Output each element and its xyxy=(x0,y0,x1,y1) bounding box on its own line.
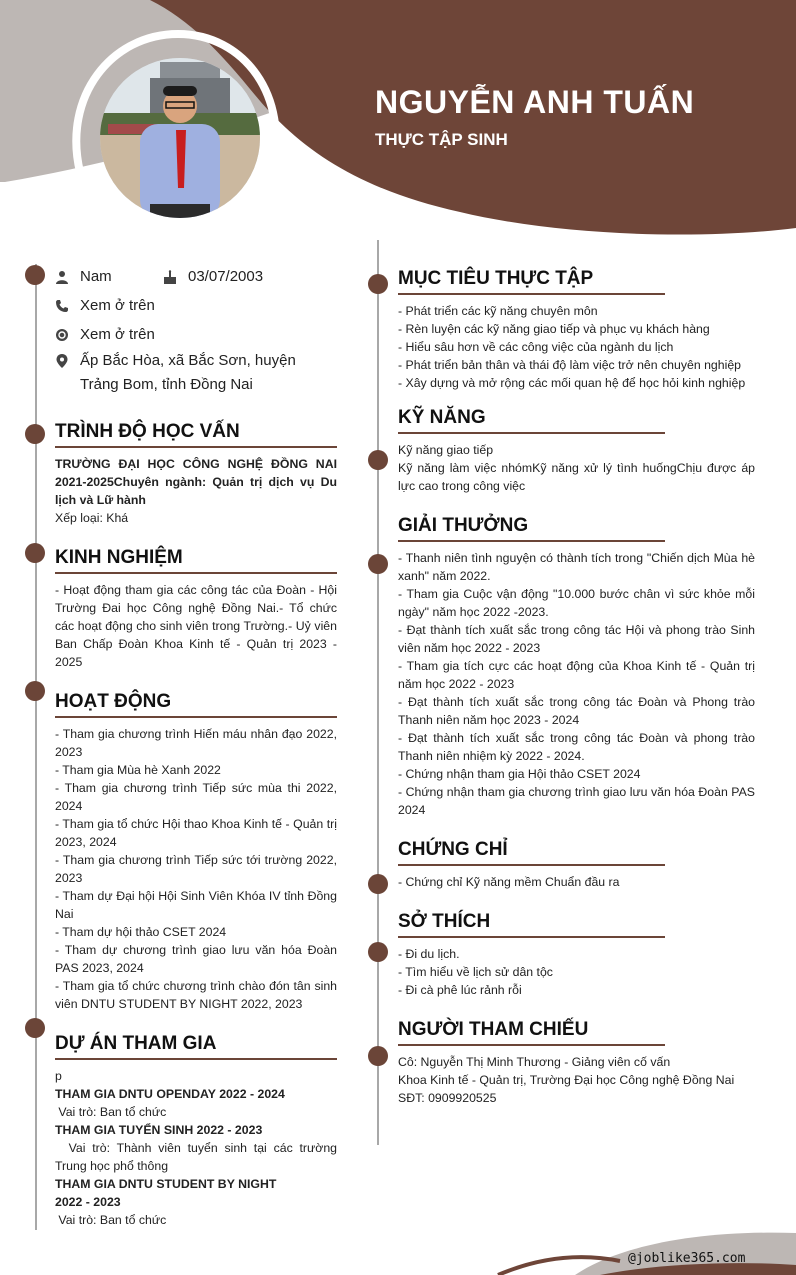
list-item: - Đạt thành tích xuất sắc trong công tác Đoàn và phong trào Thanh niên nhiệm kỳ 2022 - 2024. xyxy=(398,731,755,763)
section-title: KINH NGHIỆM xyxy=(55,547,337,574)
education-section xyxy=(55,421,337,527)
list-item: - Đi du lịch. xyxy=(398,947,460,961)
list-item: - Tham gia tổ chức Hội thao Khoa Kinh tế - Quản trị 2023, 2024 xyxy=(55,817,337,849)
certificates-section xyxy=(398,839,755,891)
person-icon xyxy=(55,270,69,284)
list-item: - Tham gia tích cực các hoạt động của Khoa Kinh tế - Quản trị năm học 2022 - 2023 xyxy=(398,659,755,691)
list-item: - Tham gia tổ chức chương trình chào đón tân sinh viên DNTU STUDENT BY NIGHT 2022, 2023 xyxy=(55,979,337,1011)
list-item: - Đi cà phê lúc rảnh rỗi xyxy=(398,983,522,997)
email-row xyxy=(55,320,337,349)
hobbies-section xyxy=(398,911,755,999)
project-role: Vai trò: Ban tổ chức xyxy=(55,1213,167,1227)
right-timeline xyxy=(377,240,379,1145)
dob-value: 03/07/2003 xyxy=(188,268,264,285)
section-title: SỞ THÍCH xyxy=(398,911,665,938)
timeline-dot xyxy=(368,942,388,962)
list-item: - Tham gia Mùa hè Xanh 2022 xyxy=(55,763,221,777)
phone-icon xyxy=(55,299,69,313)
project-name: THAM GIA DNTU OPENDAY 2022 - 2024 xyxy=(55,1087,285,1101)
projects-section xyxy=(55,1033,341,1229)
list-item: - Thanh niên tình nguyện có thành tích trong "Chiến dịch Mùa hè xanh" năm 2022. xyxy=(398,551,755,583)
experience-text: - Hoạt động tham gia các công tác của Đoàn - Hội Trường Đai học Công nghệ Đồng Nai.- Tổ chức các hoạt động cho sinh viên trong Trường.- Uỷ viên Ban Chấp Đoàn Khoa Kinh tế - Quản trị 2023 - 2025 xyxy=(55,583,337,669)
location-pin-icon xyxy=(55,354,69,368)
list-item: Cô: Nguyễn Thị Minh Thương - Giảng viên cố vấn xyxy=(398,1055,671,1069)
gender-row xyxy=(55,262,337,291)
timeline-dot xyxy=(25,1018,45,1038)
timeline-dot xyxy=(368,1046,388,1066)
list-item: - Tham gia Cuộc vận động "10.000 bước chân vì sức khỏe mỗi ngày" năm học 2022 -2023. xyxy=(398,587,755,619)
list-item: - Rèn luyện các kỹ năng giao tiếp và phục vụ khách hàng xyxy=(398,322,710,336)
timeline-dot xyxy=(25,265,45,285)
section-title: HOẠT ĐỘNG xyxy=(55,691,337,718)
activities-section xyxy=(55,691,337,1013)
project-role: Vai trò: Ban tổ chức xyxy=(55,1105,167,1119)
address-line-2: Trảng Bom, tỉnh Đồng Nai xyxy=(80,376,253,393)
list-item: - Hiểu sâu hơn về các công việc của ngành du lịch xyxy=(398,340,674,354)
awards-section xyxy=(398,515,755,819)
list-item: - Tìm hiểu về lịch sử dân tộc xyxy=(398,965,553,979)
phone-row xyxy=(55,291,337,320)
project-name: THAM GIA TUYỂN SINH 2022 - 2023 xyxy=(55,1123,263,1137)
footer-brand: @joblike365.com xyxy=(628,1251,746,1266)
list-item: - Tham gia chương trình Tiếp sức tới trường 2022, 2023 xyxy=(55,853,337,885)
list-item: - Tham gia chương trình Hiến máu nhân đạo 2022, 2023 xyxy=(55,727,337,759)
dob-group xyxy=(163,268,263,285)
timeline-dot xyxy=(368,274,388,294)
projects-note: p xyxy=(55,1069,62,1083)
section-title: GIẢI THƯỞNG xyxy=(398,515,665,542)
timeline-dot xyxy=(368,450,388,470)
list-item: - Xây dựng và mở rộng các mối quan hệ để học hỏi kinh nghiệp xyxy=(398,376,746,390)
timeline-dot xyxy=(368,874,388,894)
list-item: - Phát triển các kỹ năng chuyên môn xyxy=(398,304,598,318)
timeline-dot xyxy=(25,424,45,444)
list-item: - Chứng nhận tham gia Hội thảo CSET 2024 xyxy=(398,767,641,781)
timeline-dot xyxy=(25,543,45,563)
list-item: - Đạt thành tích xuất sắc trong công tác Đoàn và Phong trào Thanh niên năm học 2023 - 2024 xyxy=(398,695,755,727)
list-item: - Chứng chỉ Kỹ năng mềm Chuẩn đầu ra xyxy=(398,875,620,889)
timeline-dot xyxy=(25,681,45,701)
gender-value: Nam xyxy=(80,268,112,285)
list-item: - Phát triển bản thân và thái độ làm việc trở nên chuyên nghiệp xyxy=(398,358,742,372)
list-item: - Chứng nhận tham gia chương trình giao lưu văn hóa Đoàn PAS 2024 xyxy=(398,785,755,817)
section-title: CHỨNG CHỈ xyxy=(398,839,665,866)
left-timeline xyxy=(35,264,37,1230)
at-sign-icon xyxy=(55,328,69,342)
list-item: - Tham gia chương trình Tiếp sức mùa thi 2022, 2024 xyxy=(55,781,337,813)
list-item: Kỹ năng giao tiếp xyxy=(398,443,494,457)
personal-info xyxy=(55,262,337,397)
timeline-dot xyxy=(368,554,388,574)
skills-section xyxy=(398,407,755,495)
candidate-name: NGUYỄN ANH TUẤN xyxy=(375,84,695,120)
list-item: Khoa Kinh tế - Quản trị, Trường Đại học Công nghệ Đồng Nai xyxy=(398,1073,735,1087)
right-column xyxy=(398,268,755,1107)
section-title: DỰ ÁN THAM GIA xyxy=(55,1033,337,1060)
education-school: TRƯỜNG ĐẠI HỌC CÔNG NGHỆ ĐỒNG NAI 2021-2025Chuyên ngành: Quản trị dịch vụ Du lịch và Lữ hành xyxy=(55,457,337,507)
list-item: - Tham dự hội thảo CSET 2024 xyxy=(55,925,227,939)
left-column xyxy=(55,262,341,1229)
footer-decoration xyxy=(0,1215,796,1275)
education-grade: Xếp loại: Khá xyxy=(55,511,129,525)
list-item: - Tham dự chương trình giao lưu văn hóa Đoàn PAS 2023, 2024 xyxy=(55,943,337,975)
list-item: Kỹ năng làm việc nhómKỹ năng xử lý tình huốngChịu được áp lực cao trong công việc xyxy=(398,461,755,493)
avatar xyxy=(100,58,260,218)
objective-section xyxy=(398,268,755,392)
section-title: NGƯỜI THAM CHIẾU xyxy=(398,1019,665,1046)
section-title: TRÌNH ĐỘ HỌC VẤN xyxy=(55,421,337,448)
references-section xyxy=(398,1019,755,1107)
section-title: MỤC TIÊU THỰC TẬP xyxy=(398,268,665,295)
cake-icon xyxy=(163,270,177,284)
address-line-1: Ấp Bắc Hòa, xã Bắc Sơn, huyện xyxy=(80,352,296,369)
list-item: - Tham dự Đại hội Hội Sinh Viên Khóa IV tỉnh Đồng Nai xyxy=(55,889,337,921)
phone-value: Xem ở trên xyxy=(80,297,155,314)
experience-section xyxy=(55,547,337,671)
address-row xyxy=(55,349,337,397)
project-role: Vai trò: Thành viên tuyển sinh tại các trường Trung học phổ thông xyxy=(55,1141,341,1173)
candidate-title: THỰC TẬP SINH xyxy=(375,130,508,149)
project-name: THAM GIA DNTU STUDENT BY NIGHT 2022 - 2023 xyxy=(55,1177,277,1209)
email-value: Xem ở trên xyxy=(80,326,155,343)
list-item: - Đạt thành tích xuất sắc trong công tác Hội và phong trào Sinh viên năm học 2022 - 2023 xyxy=(398,623,755,655)
section-title: KỸ NĂNG xyxy=(398,407,665,434)
list-item: SĐT: 0909920525 xyxy=(398,1091,497,1105)
